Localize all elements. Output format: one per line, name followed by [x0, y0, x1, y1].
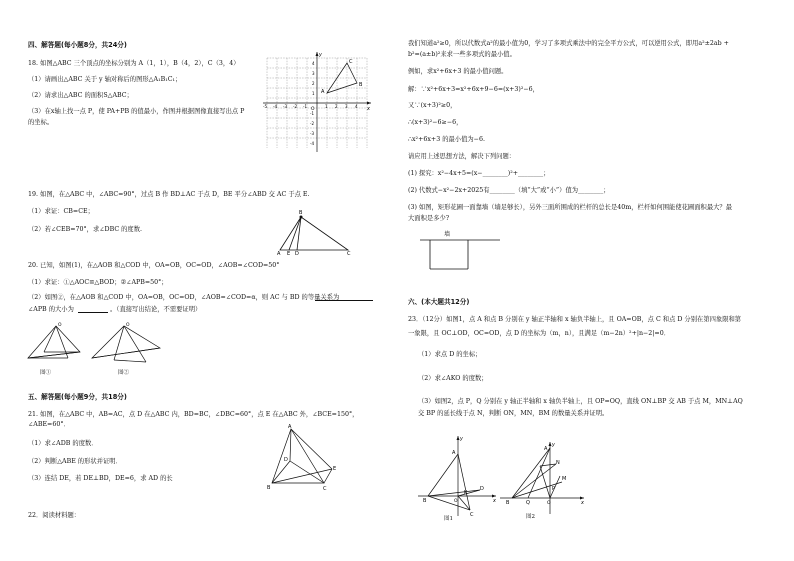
- q23-figure-2: [500, 440, 586, 514]
- svg-text:C: C: [323, 486, 327, 492]
- svg-text:-3: -3: [283, 104, 287, 109]
- q22-stem: 22．阅读材料题：: [28, 512, 81, 519]
- q20-part1: （1）求证：①△AOC≌△BOD；②∠APB=50°；: [28, 279, 168, 286]
- q20-stem: 20. 已知，如图(1)，在△AOB 和△COD 中，OA=OB，OC=OD，∠AOB=∠COD=50°: [28, 262, 280, 269]
- q20-part2: （2）如图②，在△AOB 和△COD 中，OA=OB，OC=OD，∠AOB=∠COD=α，则 AC 与 BD 的等量关系为: [28, 294, 340, 301]
- q20-answer-blank-2[interactable]: [78, 305, 108, 313]
- q22-part3: (3) 如图，矩形花圃一面靠墙（墙足够长），另外三面所围成的栏杆的总长是40m，栏杆如何围能使花圃面积最大？最: [408, 204, 733, 211]
- svg-text:A: A: [321, 89, 325, 95]
- svg-text:B: B: [506, 500, 510, 506]
- svg-text:K: K: [464, 490, 468, 496]
- q20-part2-angle: ∠APB 的大小为: [28, 306, 74, 313]
- q21-triangle-figure: [266, 425, 336, 493]
- q21-stem-cont: ∠ABE=60°．: [28, 421, 70, 428]
- svg-text:B: B: [299, 210, 303, 216]
- svg-text:O: O: [58, 323, 62, 328]
- svg-text:y: y: [552, 442, 555, 448]
- q18-part3: （3）在x轴上找一点 P，使 PA+PB 的值最小，作图并根据图像直接写出点 P: [28, 108, 245, 115]
- svg-text:A: A: [288, 424, 292, 430]
- reading-example: 例如，求x²+6x+3 的最小值问题。: [408, 68, 508, 75]
- svg-text:Q: Q: [526, 500, 530, 506]
- q20-figure-2-caption: 图②: [118, 370, 130, 376]
- q21-part3: （3）连结 DE，若 DE⊥BD，DE=6，求 AD 的长: [28, 475, 173, 482]
- q18-part1: （1）请画出△ABC 关于 y 轴对称后的图形△A₁B₁C₁；: [28, 76, 182, 83]
- q18-part2: （2）请求出△ABC 的面积S△ABC；: [28, 92, 133, 99]
- svg-text:-2: -2: [310, 121, 314, 126]
- q23-stem-cont: 一象限，且 OC⊥OD，OC=OD，点 D 的坐标为（m，n），且满足（m−2n）²+|n−2|=0．: [408, 330, 671, 337]
- q19-stem: 19. 如图，在△ABC 中，∠ABC=90°，过点 B 作 BD⊥AC 于点 D，BE 平分∠ABD 交 AC 于点 E.: [28, 191, 310, 198]
- svg-text:3: 3: [312, 71, 315, 76]
- svg-text:x: x: [581, 500, 584, 506]
- section-5-title: 五、解答题(每小题9分，共18分): [28, 393, 127, 401]
- reading-solution-2: 又∵(x+3)²≥0，: [408, 102, 457, 109]
- q23-stem: 23．（12分）如图1，点 A 和点 B 分别在 y 轴正半轴和 x 轴负半轴上，且 OA=OB，点 C 和点 D 分别在第四象限和第: [408, 316, 742, 323]
- svg-text:-5: -5: [263, 104, 267, 109]
- svg-text:x: x: [493, 498, 496, 504]
- q23-figure-1-caption: 图1: [444, 516, 453, 522]
- svg-text:-2: -2: [293, 104, 297, 109]
- q18-coordinate-grid: [263, 52, 373, 152]
- svg-text:D: D: [284, 457, 288, 463]
- svg-text:-1: -1: [303, 104, 307, 109]
- q19-triangle-figure: [276, 205, 356, 255]
- reading-instruction: 请应用上述思想方法，解决下列问题：: [408, 153, 516, 160]
- q23-figure-1: [418, 434, 498, 516]
- reading-line-1: 我们知道a²≥0，所以代数式a²的最小值为0，学习了多项式乘法中的完全平方公式，可以逆用公式，即用a²±2ab +: [408, 40, 729, 47]
- q21-part2: （2）判断△ABE 的形状并证明．: [28, 458, 122, 465]
- svg-text:2: 2: [312, 81, 315, 86]
- q22-part1: (1) 探究：x²−4x+5=(x−________)²+________；: [408, 170, 550, 177]
- svg-text:O: O: [311, 107, 315, 112]
- wall-label: 墙: [444, 231, 451, 238]
- svg-text:4: 4: [312, 61, 315, 66]
- svg-text:M: M: [562, 476, 567, 482]
- svg-text:1: 1: [312, 91, 315, 96]
- q22-part3-cont: 大面积是多少?: [408, 215, 450, 222]
- svg-text:C: C: [349, 59, 353, 65]
- svg-text:2: 2: [335, 104, 338, 109]
- reading-solution-1: 解：∵x²+6x+3=x²+6x+9−6=(x+3)²−6，: [408, 86, 539, 93]
- svg-text:x: x: [367, 106, 370, 112]
- svg-text:B: B: [423, 498, 427, 504]
- svg-text:B: B: [267, 485, 271, 491]
- svg-text:O: O: [454, 499, 458, 504]
- svg-text:C: C: [470, 512, 474, 518]
- svg-text:N: N: [556, 460, 560, 466]
- svg-text:E: E: [287, 251, 291, 257]
- q18-part3-cont: 的坐标。: [28, 119, 54, 126]
- section-6-title: 六、(本大题共12分): [408, 298, 470, 306]
- svg-text:-1: -1: [310, 111, 314, 116]
- svg-text:O: O: [547, 501, 551, 506]
- q21-stem: 21. 如图，在△ABC 中，AB=AC，点 D 在△ABC 内，BD=BC，∠DBC=60°，点 E 在△ABC 外，∠BCE=150°，: [28, 411, 359, 418]
- svg-text:3: 3: [345, 104, 348, 109]
- svg-text:-4: -4: [273, 104, 277, 109]
- svg-text:D: D: [295, 251, 299, 257]
- q23-figure-2-caption: 图2: [526, 514, 535, 520]
- q23-part3: （3）如图2，点 P，Q 分别在 y 轴正半轴和 x 轴负半轴上，且 OP=OQ，直线 ON⊥BP 交 AB 于点 M，MN⊥AQ: [418, 398, 743, 405]
- q20-figure-2: [86, 322, 166, 368]
- reading-solution-3: ∴(x+3)²−6≥−6，: [408, 119, 463, 126]
- q18-stem: 18. 如图△ABC 三个顶点的坐标分别为 A（1，1），B（4，2），C（3，4）: [28, 60, 240, 67]
- svg-text:-3: -3: [310, 131, 314, 136]
- q22-wall-garden-figure: [420, 228, 500, 276]
- section-4-title: 四、解答题(每小题8分，共24分): [28, 41, 127, 49]
- svg-text:E: E: [333, 466, 337, 472]
- svg-text:y: y: [460, 436, 463, 442]
- q20-part2-note: 。（直接写出结论，不需要证明）: [110, 306, 202, 313]
- svg-text:C: C: [347, 251, 351, 257]
- svg-text:4: 4: [355, 104, 358, 109]
- svg-text:B: B: [359, 82, 363, 88]
- svg-text:1: 1: [325, 104, 328, 109]
- svg-text:O: O: [126, 323, 130, 328]
- reading-solution-4: ∴x²+6x+3 的最小值为−6.: [408, 136, 485, 143]
- q20-figure-1: [24, 322, 88, 368]
- q23-part3-cont: 交 BP 的延长线于点 N，判断 ON，MN，BM 的数量关系并证明。: [418, 410, 609, 417]
- q20-figure-1-caption: 图①: [40, 370, 52, 376]
- q19-part2: （2）若∠CEB=70°，求∠DBC 的度数.: [28, 226, 143, 233]
- svg-text:D: D: [480, 486, 484, 492]
- q23-part1: （1）求点 D 的坐标；: [418, 351, 482, 358]
- svg-text:-4: -4: [310, 141, 314, 146]
- reading-line-2: b²=(a±b)²来求一些多项式的最小值。: [408, 51, 516, 58]
- svg-text:A: A: [277, 251, 281, 257]
- q19-part1: （1）求证：CB=CE；: [28, 208, 94, 215]
- svg-text:P: P: [552, 486, 556, 492]
- q21-part1: （1）求∠ADB 的度数．: [28, 440, 98, 447]
- svg-text:A: A: [452, 450, 456, 456]
- q23-part2: （2）求∠AKO 的度数；: [418, 375, 488, 382]
- q20-answer-blank-1[interactable]: [315, 293, 373, 301]
- svg-text:A: A: [544, 446, 548, 452]
- svg-text:y: y: [319, 52, 322, 58]
- q22-part2: (2) 代数式−x²−2x+2025有________（填“大”或“小”）值为________；: [408, 187, 610, 194]
